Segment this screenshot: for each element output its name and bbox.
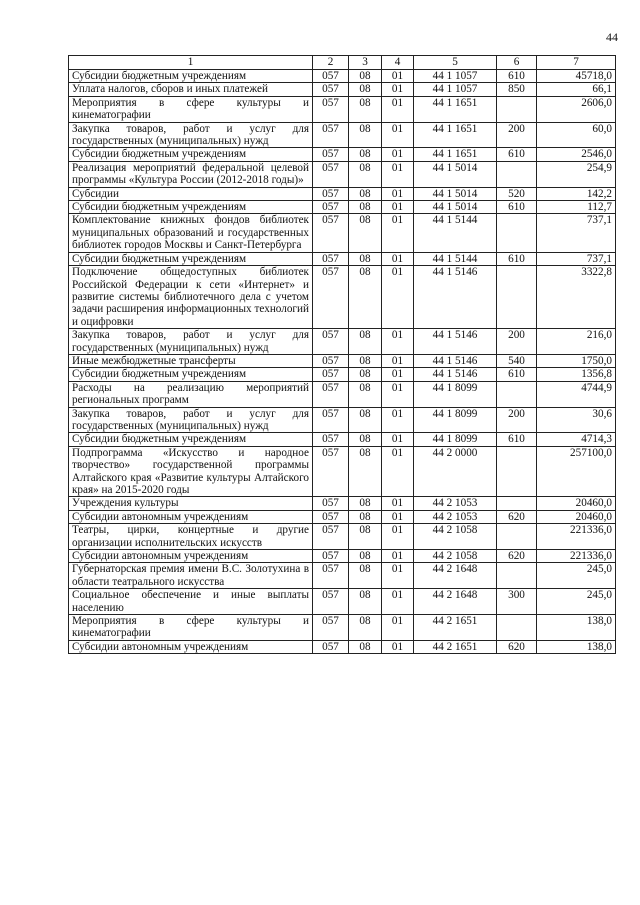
- row-expense-kind: [497, 563, 537, 589]
- row-expense-kind: [497, 266, 537, 329]
- row-subsection-code: 01: [382, 407, 414, 433]
- row-admin-code: 057: [313, 550, 349, 563]
- row-section-code: 08: [349, 148, 382, 161]
- table-row: [69, 252, 616, 265]
- row-description: Субсидии бюджетным учреждениям: [69, 368, 313, 381]
- table-row: [69, 214, 616, 252]
- row-target-code: 44 1 1057: [414, 83, 497, 96]
- page-number: 44: [606, 30, 618, 44]
- row-admin-code: 057: [313, 446, 349, 497]
- header-row: [69, 56, 616, 70]
- row-section-code: 08: [349, 122, 382, 148]
- header-cell: 4: [382, 56, 414, 70]
- table-row: [69, 368, 616, 381]
- row-amount: 138,0: [537, 640, 616, 653]
- row-section-code: 08: [349, 266, 382, 329]
- row-amount: 1750,0: [537, 354, 616, 367]
- row-description: Мероприятия в сфере культуры и кинематографии: [69, 615, 313, 641]
- row-admin-code: 057: [313, 510, 349, 523]
- row-target-code: 44 1 8099: [414, 381, 497, 407]
- row-admin-code: 057: [313, 201, 349, 214]
- row-amount: 2546,0: [537, 148, 616, 161]
- table-row: [69, 96, 616, 122]
- table-row: [69, 354, 616, 367]
- row-description: Закупка товаров, работ и услуг для государственных (муниципальных) нужд: [69, 122, 313, 148]
- row-description: Субсидии автономным учреждениям: [69, 510, 313, 523]
- row-expense-kind: 610: [497, 148, 537, 161]
- row-subsection-code: 01: [382, 96, 414, 122]
- row-description: Подключение общедоступных библиотек Российской Федерации к сети «Интернет» и развитие системы библиотечного дела с учетом задачи расширения информационных технологий и оцифровки: [69, 266, 313, 329]
- row-target-code: 44 1 5014: [414, 201, 497, 214]
- row-admin-code: 057: [313, 524, 349, 550]
- row-subsection-code: 01: [382, 148, 414, 161]
- table-row: [69, 615, 616, 641]
- row-target-code: 44 1 5146: [414, 354, 497, 367]
- row-admin-code: 057: [313, 354, 349, 367]
- row-subsection-code: 01: [382, 640, 414, 653]
- row-admin-code: 057: [313, 381, 349, 407]
- row-section-code: 08: [349, 83, 382, 96]
- row-admin-code: 057: [313, 589, 349, 615]
- budget-table: [68, 55, 616, 654]
- row-amount: 257100,0: [537, 446, 616, 497]
- row-expense-kind: 540: [497, 354, 537, 367]
- table-row: [69, 381, 616, 407]
- row-admin-code: 057: [313, 640, 349, 653]
- row-subsection-code: 01: [382, 161, 414, 187]
- row-admin-code: 057: [313, 266, 349, 329]
- row-admin-code: 057: [313, 70, 349, 83]
- row-description: Театры, цирки, концертные и другие организации исполнительских искусств: [69, 524, 313, 550]
- row-amount: 245,0: [537, 563, 616, 589]
- row-target-code: 44 2 0000: [414, 446, 497, 497]
- row-description: Учреждения культуры: [69, 497, 313, 510]
- row-target-code: 44 1 1651: [414, 122, 497, 148]
- row-subsection-code: 01: [382, 266, 414, 329]
- row-admin-code: 057: [313, 252, 349, 265]
- row-target-code: 44 1 5146: [414, 368, 497, 381]
- row-target-code: 44 1 8099: [414, 407, 497, 433]
- row-description: Реализация мероприятий федеральной целевой программы «Культура России (2012-2018 годы)»: [69, 161, 313, 187]
- row-amount: 66,1: [537, 83, 616, 96]
- row-subsection-code: 01: [382, 563, 414, 589]
- row-subsection-code: 01: [382, 368, 414, 381]
- row-expense-kind: 610: [497, 368, 537, 381]
- row-amount: 3322,8: [537, 266, 616, 329]
- row-subsection-code: 01: [382, 83, 414, 96]
- table-row: [69, 589, 616, 615]
- row-amount: 4744,9: [537, 381, 616, 407]
- row-expense-kind: [497, 615, 537, 641]
- row-section-code: 08: [349, 187, 382, 200]
- row-target-code: 44 1 5144: [414, 214, 497, 252]
- row-target-code: 44 2 1651: [414, 615, 497, 641]
- row-expense-kind: [497, 214, 537, 252]
- row-section-code: 08: [349, 433, 382, 446]
- row-section-code: 08: [349, 354, 382, 367]
- row-amount: 30,6: [537, 407, 616, 433]
- row-description: Субсидии автономным учреждениям: [69, 640, 313, 653]
- row-expense-kind: [497, 446, 537, 497]
- row-expense-kind: 620: [497, 510, 537, 523]
- row-section-code: 08: [349, 615, 382, 641]
- row-expense-kind: 520: [497, 187, 537, 200]
- row-expense-kind: [497, 161, 537, 187]
- row-amount: 254,9: [537, 161, 616, 187]
- row-admin-code: 057: [313, 497, 349, 510]
- header-cell: 5: [414, 56, 497, 70]
- table-row: [69, 497, 616, 510]
- row-expense-kind: 610: [497, 70, 537, 83]
- row-target-code: 44 1 5144: [414, 252, 497, 265]
- header-cell: 7: [537, 56, 616, 70]
- row-expense-kind: 300: [497, 589, 537, 615]
- row-amount: 221336,0: [537, 524, 616, 550]
- header-cell: 1: [69, 56, 313, 70]
- row-admin-code: 057: [313, 187, 349, 200]
- row-subsection-code: 01: [382, 354, 414, 367]
- row-admin-code: 057: [313, 407, 349, 433]
- row-expense-kind: 620: [497, 640, 537, 653]
- row-description: Субсидии бюджетным учреждениям: [69, 70, 313, 83]
- row-section-code: 08: [349, 161, 382, 187]
- row-amount: 737,1: [537, 252, 616, 265]
- row-section-code: 08: [349, 201, 382, 214]
- row-target-code: 44 1 5014: [414, 161, 497, 187]
- table-row: [69, 550, 616, 563]
- row-description: Субсидии автономным учреждениям: [69, 550, 313, 563]
- row-subsection-code: 01: [382, 446, 414, 497]
- row-admin-code: 057: [313, 122, 349, 148]
- row-expense-kind: 610: [497, 433, 537, 446]
- row-section-code: 08: [349, 446, 382, 497]
- row-expense-kind: [497, 96, 537, 122]
- row-target-code: 44 1 5146: [414, 266, 497, 329]
- row-section-code: 08: [349, 510, 382, 523]
- row-section-code: 08: [349, 214, 382, 252]
- row-section-code: 08: [349, 407, 382, 433]
- row-subsection-code: 01: [382, 524, 414, 550]
- row-description: Субсидии бюджетным учреждениям: [69, 252, 313, 265]
- row-section-code: 08: [349, 368, 382, 381]
- row-expense-kind: [497, 497, 537, 510]
- row-description: Закупка товаров, работ и услуг для государственных (муниципальных) нужд: [69, 329, 313, 355]
- row-admin-code: 057: [313, 615, 349, 641]
- row-subsection-code: 01: [382, 589, 414, 615]
- row-expense-kind: 850: [497, 83, 537, 96]
- row-target-code: 44 2 1648: [414, 589, 497, 615]
- row-section-code: 08: [349, 589, 382, 615]
- table-row: [69, 201, 616, 214]
- row-expense-kind: 200: [497, 329, 537, 355]
- row-admin-code: 057: [313, 329, 349, 355]
- row-subsection-code: 01: [382, 329, 414, 355]
- row-amount: 138,0: [537, 615, 616, 641]
- row-subsection-code: 01: [382, 550, 414, 563]
- row-subsection-code: 01: [382, 187, 414, 200]
- row-amount: 142,2: [537, 187, 616, 200]
- row-amount: 45718,0: [537, 70, 616, 83]
- row-admin-code: 057: [313, 148, 349, 161]
- row-admin-code: 057: [313, 433, 349, 446]
- row-admin-code: 057: [313, 214, 349, 252]
- row-target-code: 44 2 1648: [414, 563, 497, 589]
- row-expense-kind: 200: [497, 407, 537, 433]
- row-section-code: 08: [349, 497, 382, 510]
- row-description: Подпрограмма «Искусство и народное творчество» государственной программы Алтайского края «Развитие культуры Алтайского края» на 2015-2020 годы: [69, 446, 313, 497]
- row-expense-kind: [497, 381, 537, 407]
- table-row: [69, 433, 616, 446]
- row-description: Расходы на реализацию мероприятий региональных программ: [69, 381, 313, 407]
- row-admin-code: 057: [313, 83, 349, 96]
- table-row: [69, 563, 616, 589]
- row-amount: 60,0: [537, 122, 616, 148]
- row-description: Комплектование книжных фондов библиотек муниципальных образований и государственных библиотек городов Москвы и Санкт-Петербурга: [69, 214, 313, 252]
- row-target-code: 44 1 5014: [414, 187, 497, 200]
- row-amount: 245,0: [537, 589, 616, 615]
- table-row: [69, 524, 616, 550]
- table-row: [69, 148, 616, 161]
- header-cell: 3: [349, 56, 382, 70]
- row-target-code: 44 2 1058: [414, 524, 497, 550]
- row-subsection-code: 01: [382, 381, 414, 407]
- header-cell: 6: [497, 56, 537, 70]
- row-amount: 20460,0: [537, 510, 616, 523]
- table-row: [69, 407, 616, 433]
- row-description: Субсидии бюджетным учреждениям: [69, 201, 313, 214]
- row-section-code: 08: [349, 329, 382, 355]
- row-target-code: 44 1 5146: [414, 329, 497, 355]
- row-target-code: 44 2 1058: [414, 550, 497, 563]
- row-target-code: 44 1 1057: [414, 70, 497, 83]
- table-row: [69, 70, 616, 83]
- row-amount: 1356,8: [537, 368, 616, 381]
- row-subsection-code: 01: [382, 252, 414, 265]
- header-cell: 2: [313, 56, 349, 70]
- row-target-code: 44 1 1651: [414, 148, 497, 161]
- row-amount: 216,0: [537, 329, 616, 355]
- row-admin-code: 057: [313, 161, 349, 187]
- row-section-code: 08: [349, 524, 382, 550]
- table-row: [69, 329, 616, 355]
- row-target-code: 44 2 1053: [414, 510, 497, 523]
- row-target-code: 44 1 8099: [414, 433, 497, 446]
- row-expense-kind: 200: [497, 122, 537, 148]
- row-section-code: 08: [349, 96, 382, 122]
- row-amount: 737,1: [537, 214, 616, 252]
- row-admin-code: 057: [313, 563, 349, 589]
- row-subsection-code: 01: [382, 615, 414, 641]
- row-subsection-code: 01: [382, 122, 414, 148]
- row-subsection-code: 01: [382, 510, 414, 523]
- row-target-code: 44 2 1651: [414, 640, 497, 653]
- row-section-code: 08: [349, 563, 382, 589]
- row-expense-kind: 610: [497, 201, 537, 214]
- row-section-code: 08: [349, 550, 382, 563]
- row-amount: 221336,0: [537, 550, 616, 563]
- table-row: [69, 161, 616, 187]
- table-row: [69, 122, 616, 148]
- table-row: [69, 83, 616, 96]
- table-row: [69, 510, 616, 523]
- row-amount: 112,7: [537, 201, 616, 214]
- row-subsection-code: 01: [382, 214, 414, 252]
- row-description: Субсидии: [69, 187, 313, 200]
- row-description: Мероприятия в сфере культуры и кинематографии: [69, 96, 313, 122]
- table-row: [69, 446, 616, 497]
- row-description: Субсидии бюджетным учреждениям: [69, 148, 313, 161]
- row-amount: 20460,0: [537, 497, 616, 510]
- row-subsection-code: 01: [382, 497, 414, 510]
- row-expense-kind: 610: [497, 252, 537, 265]
- row-description: Социальное обеспечение и иные выплаты населению: [69, 589, 313, 615]
- table-row: [69, 266, 616, 329]
- row-section-code: 08: [349, 381, 382, 407]
- row-admin-code: 057: [313, 368, 349, 381]
- row-amount: 2606,0: [537, 96, 616, 122]
- table-row: [69, 640, 616, 653]
- row-description: Уплата налогов, сборов и иных платежей: [69, 83, 313, 96]
- row-section-code: 08: [349, 70, 382, 83]
- row-subsection-code: 01: [382, 433, 414, 446]
- table-row: [69, 187, 616, 200]
- row-amount: 4714,3: [537, 433, 616, 446]
- row-subsection-code: 01: [382, 70, 414, 83]
- row-section-code: 08: [349, 640, 382, 653]
- row-target-code: 44 2 1053: [414, 497, 497, 510]
- row-expense-kind: 620: [497, 550, 537, 563]
- row-description: Иные межбюджетные трансферты: [69, 354, 313, 367]
- row-description: Закупка товаров, работ и услуг для государственных (муниципальных) нужд: [69, 407, 313, 433]
- row-description: Субсидии бюджетным учреждениям: [69, 433, 313, 446]
- row-subsection-code: 01: [382, 201, 414, 214]
- row-description: Губернаторская премия имени В.С. Золотухина в области театрального искусства: [69, 563, 313, 589]
- row-target-code: 44 1 1651: [414, 96, 497, 122]
- row-admin-code: 057: [313, 96, 349, 122]
- row-section-code: 08: [349, 252, 382, 265]
- row-expense-kind: [497, 524, 537, 550]
